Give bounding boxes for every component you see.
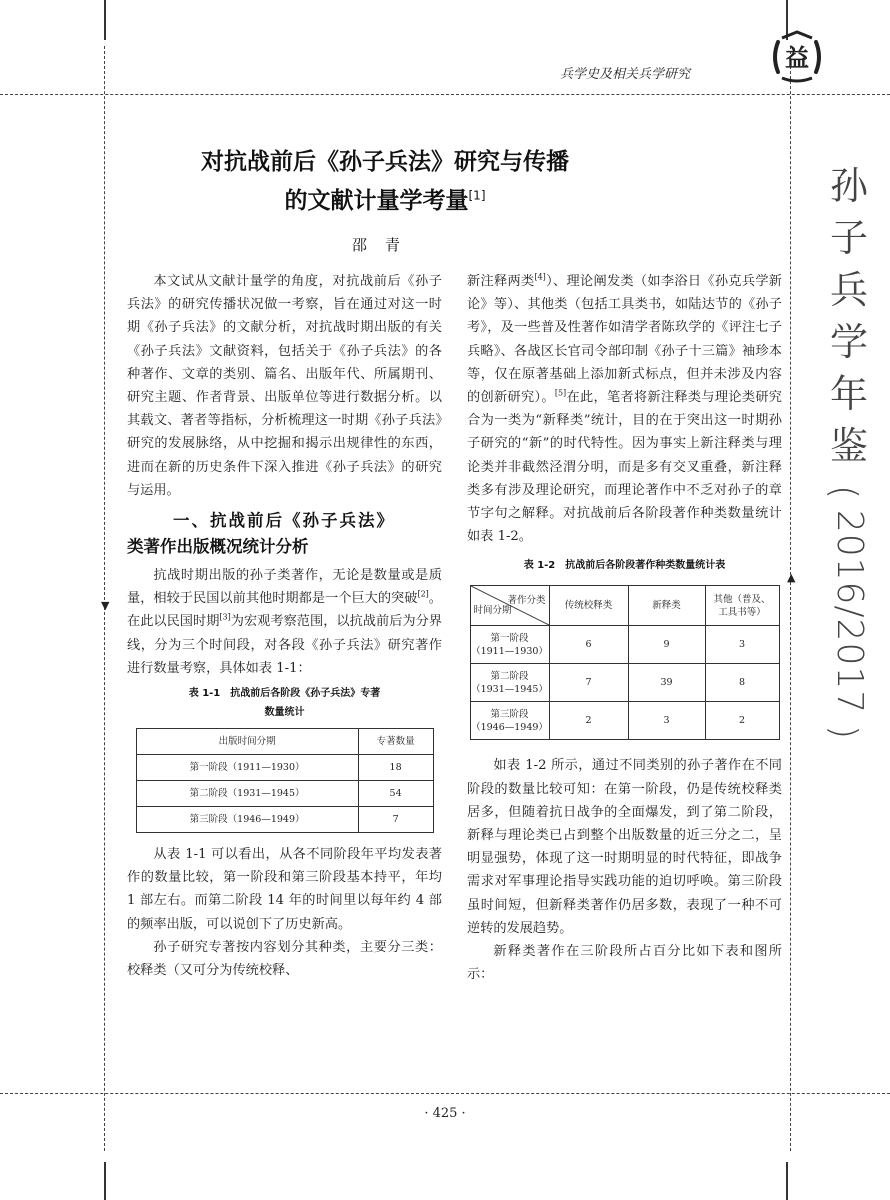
text-run: 在此，笔者将新注释类与理论类研究合为一类为“新释类”统计，目的在于突出这一时期孙子研究的“新”的时代特性。因为事实上新注释类与理论类并非截然泾渭分明，而是多有交叉重叠，新注释类多有涉及理论研究，而理论著作中不乏对孙子的章节字句之解释。对抗战前后各阶段著作种类数量统计如表 1-2。 bbox=[467, 390, 782, 545]
footnote-ref: [2] bbox=[417, 589, 429, 599]
arrow-up-icon: ▲ bbox=[787, 571, 796, 584]
side-title-char: 兵 bbox=[829, 268, 868, 312]
paragraph-table2-analysis: 如表 1-2 所示，通过不同类别的孙子著作在不同阶段的数量比较可知：在第一阶段，仍是传统校释类居多，但随着抗日战争的全面爆发，到了第二阶段，新释与理论类已占到整个出版数量的近三分之二，呈明显强势，体现了这一时期明显的时代特征，即战争需求对军事理论指导实践功能的迫切呼唤。第三阶段虽时间短，但新释类著作仍居多数，表现了一种不可逆转的发展趋势。 bbox=[467, 758, 782, 936]
paragraph-overview bbox=[127, 564, 442, 680]
table1-header: 出版时间分期 bbox=[136, 729, 358, 755]
period-name: 第二阶段 bbox=[490, 670, 529, 682]
side-title-char: 子 bbox=[829, 216, 868, 260]
footnote-ref: [4] bbox=[534, 272, 546, 282]
table2-cell: 7 bbox=[549, 664, 628, 702]
table2-cell: 2 bbox=[549, 702, 628, 740]
footnote-ref: [3] bbox=[219, 613, 231, 623]
side-title-char: 鉴 bbox=[829, 424, 868, 468]
paragraph-table1-analysis: 从表 1-1 可以看出，从各不同阶段年平均发表著作的数量比较，第一阶段和第三阶段基本持平，年均 1 部左右。而第二阶段 14 年的时间里以每年约 4 部的频率出版，可以说创下了历史新高。 bbox=[127, 847, 442, 932]
crop-mark-top-left bbox=[104, 0, 106, 40]
table2-corner-bottom: 时间分期 bbox=[473, 605, 512, 617]
table-1-2 bbox=[470, 585, 780, 740]
period-name: 第一阶段 bbox=[490, 632, 529, 644]
period-name: 第三阶段 bbox=[490, 708, 529, 720]
table1-cell-count: 54 bbox=[358, 781, 433, 807]
paragraph-categories-cont bbox=[467, 270, 782, 548]
side-title-paren-close: ) bbox=[823, 724, 864, 740]
page-number: · 425 · bbox=[424, 1106, 466, 1121]
intro-paragraph: 本文试从文献计量学的角度，对抗战前后《孙子兵法》的研究传播状况做一考察，旨在通过对这一时期《孙子兵法》的文献分析，对抗战时期出版的有关《孙子兵法》文献资料，包括关于《孙子兵法》的各种著作、文章的类别、篇名、出版年代、所属期刊、研究主题、作者背景、出版单位等进行数据分析。以其载文、著者等指标，分析梳理这一时期《孙子兵法》研究的发展脉络，从中挖掘和揭示出规律性的东西，进而在新的历史条件下深入推进《孙子兵法》的研究与运用。 bbox=[127, 274, 442, 498]
header-other-line1: 其他（普及、 bbox=[713, 593, 771, 605]
crop-mark-bottom-right bbox=[786, 1162, 788, 1200]
yearbook-logo bbox=[768, 28, 826, 86]
table1-caption-line2: 数量统计 bbox=[264, 707, 305, 719]
logo-char: 益 bbox=[785, 44, 809, 72]
arrow-down-icon: ▼ bbox=[101, 599, 110, 612]
table2-cell: 9 bbox=[628, 626, 705, 664]
header-other-line2: 工具书等） bbox=[718, 606, 766, 618]
text-run: 新注释两类 bbox=[467, 274, 535, 289]
logo-emblem-icon bbox=[768, 28, 826, 86]
table2-cell: 6 bbox=[549, 626, 628, 664]
crop-mark-bottom-left bbox=[104, 1162, 106, 1200]
period-range: （1911—1930） bbox=[471, 645, 548, 657]
table2-period-cell bbox=[470, 664, 549, 702]
period-range: （1946—1949） bbox=[471, 721, 548, 733]
section-heading-line2: 类著作出版概况统计分析 bbox=[127, 537, 309, 557]
text-run: 。在此以民国时期 bbox=[127, 591, 442, 630]
table2-caption: 表 1-2 抗战前后各阶段著作种类数量统计表 bbox=[523, 560, 726, 572]
title-text-1: 对抗战前后《孙子兵法》研究与传播 bbox=[201, 149, 569, 175]
table2-cell: 2 bbox=[705, 702, 779, 740]
table2-cell: 39 bbox=[628, 664, 705, 702]
text-run: 抗战时期出版的孙子类著作，无论是数量或是质量，相较于民国以前其他时期都是一个巨大的突破 bbox=[127, 568, 442, 607]
article-title-line1 bbox=[120, 143, 650, 176]
side-title-year-text: 2016/2017 bbox=[829, 509, 870, 715]
table-1-1 bbox=[136, 728, 434, 833]
table1-cell-count: 18 bbox=[358, 755, 433, 781]
period-range: （1931—1945） bbox=[471, 683, 548, 695]
text-run: ）、理论阐发类（如李浴日《孙克兵学新论》等）、其他类（包括工具类书，如陆达节的《孙子考》，及一些普及性著作如清学者陈玖学的《评注七子兵略》、各战区长官司令部印制《孙子十三篇》袖珍本等，仅在原著基础上添加新式标点，但并未涉及内容的创新研究）。 bbox=[467, 274, 782, 406]
section-header: 兵学史及相关兵学研究 bbox=[560, 67, 691, 82]
table2-header-other bbox=[705, 586, 779, 626]
guide-line-bottom bbox=[0, 1093, 890, 1094]
table2-cell: 3 bbox=[628, 702, 705, 740]
table2-period-cell bbox=[470, 626, 549, 664]
table1-cell-count: 7 bbox=[358, 807, 433, 833]
paragraph-categories: 孙子研究专著按内容划分其种类，主要分三类：校释类（又可分为传统校释、 bbox=[127, 939, 442, 979]
yearbook-side-title bbox=[823, 160, 872, 752]
table1-cell-period: 第二阶段（1931—1945） bbox=[136, 781, 358, 807]
table-row bbox=[136, 807, 433, 833]
table2-period-cell bbox=[470, 702, 549, 740]
title-footnote-ref: [1] bbox=[468, 188, 486, 203]
text-run: 为宏观考察范围，以抗战前后为分界线，分为三个时间段，对各段《孙子兵法》研究著作进行数量考察，具体如表 1-1： bbox=[127, 614, 443, 676]
table1-cell-period: 第一阶段（1911—1930） bbox=[136, 755, 358, 781]
table2-corner-top: 著作分类 bbox=[507, 595, 546, 607]
table-row bbox=[470, 626, 779, 664]
side-title-year bbox=[826, 509, 872, 715]
paragraph-percentage-intro: 新释类著作在三阶段所占百分比如下表和图所示： bbox=[467, 944, 782, 983]
title-text-2: 的文献计量学考量 bbox=[284, 188, 469, 214]
table2-cell: 8 bbox=[705, 664, 779, 702]
side-title-paren-open: ( bbox=[823, 484, 864, 500]
section-heading-line1: 一、抗战前后《孙子兵法》 bbox=[173, 511, 395, 531]
section-heading bbox=[127, 508, 442, 560]
left-column bbox=[127, 270, 442, 982]
table1-header: 专著数量 bbox=[358, 729, 433, 755]
author-name: 邵青 bbox=[351, 236, 418, 254]
table2-corner-cell bbox=[470, 586, 549, 626]
table2-cell: 3 bbox=[705, 626, 779, 664]
footnote-ref: [5] bbox=[554, 388, 567, 398]
side-title-char: 学 bbox=[829, 320, 868, 364]
side-title-char: 孙 bbox=[829, 164, 868, 208]
guide-line-top bbox=[0, 94, 890, 95]
table1-caption bbox=[127, 684, 442, 722]
table-row bbox=[136, 755, 433, 781]
table-row bbox=[470, 702, 779, 740]
table2-header: 新释类 bbox=[628, 586, 705, 626]
table2-header: 传统校释类 bbox=[549, 586, 628, 626]
table-row bbox=[470, 664, 779, 702]
article-title-line2 bbox=[120, 182, 650, 215]
right-column bbox=[467, 270, 782, 986]
table-row bbox=[136, 781, 433, 807]
table1-caption-line1: 表 1-1 抗战前后各阶段《孙子兵法》专著 bbox=[188, 688, 381, 700]
side-title-char: 年 bbox=[829, 372, 868, 416]
guide-line-right bbox=[790, 46, 791, 1151]
table1-cell-period: 第三阶段（1946—1949） bbox=[136, 807, 358, 833]
